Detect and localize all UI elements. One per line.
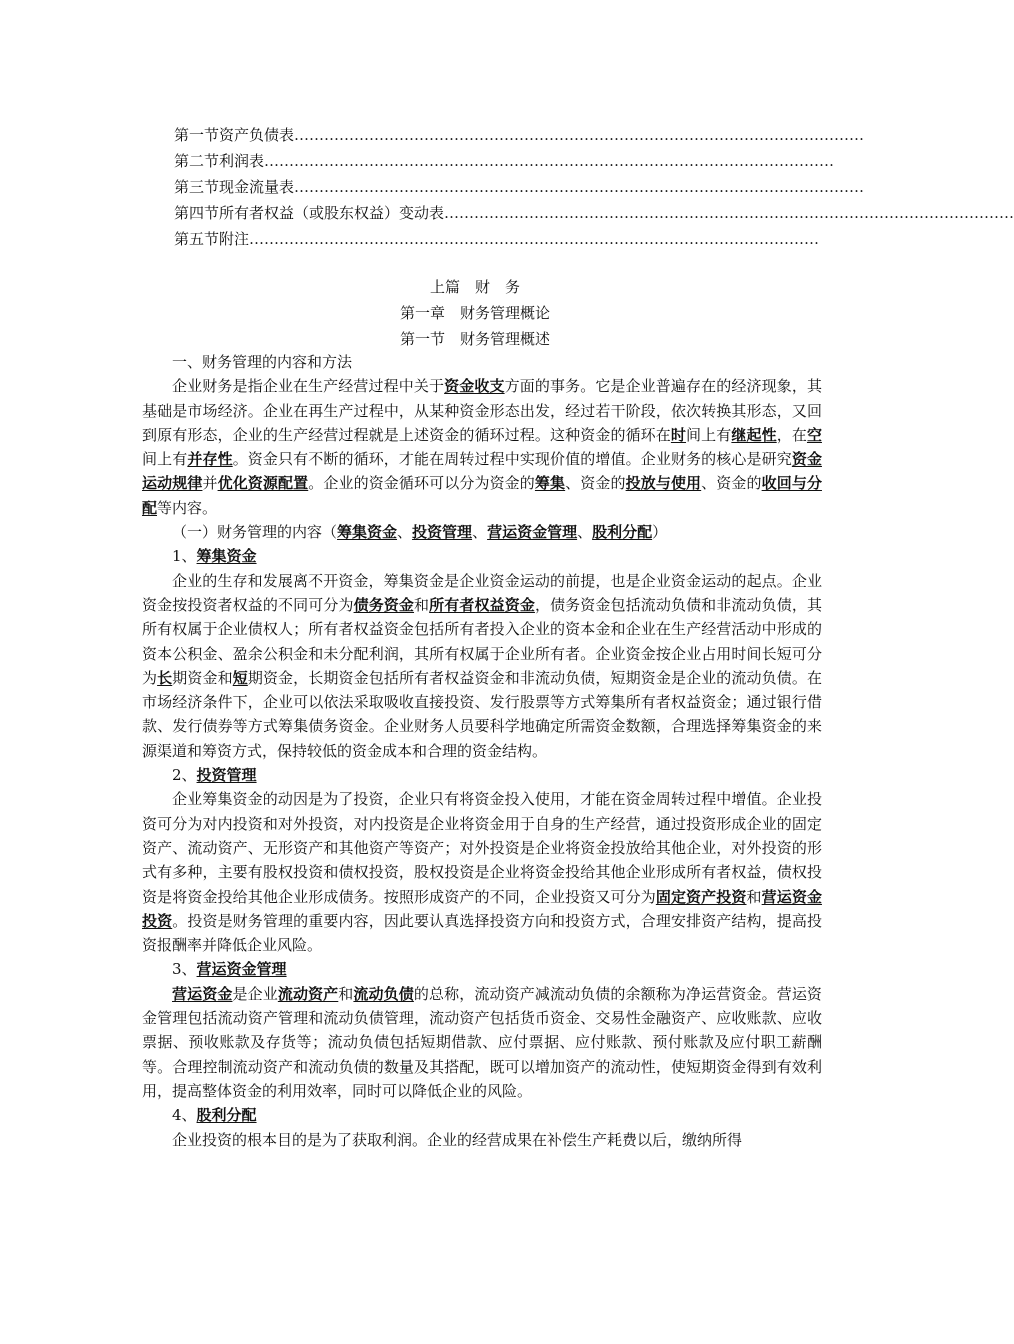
toc-section-number: 第三节 bbox=[174, 178, 220, 196]
item-heading: 4、股利分配 bbox=[172, 1106, 257, 1125]
paragraph: 企业投资的根本目的是为了获取利润。企业的经营成果在补偿生产耗费以后，缴纳所得 bbox=[172, 1130, 743, 1149]
toc-section-number: 第四节 bbox=[174, 204, 220, 222]
key-term: 空 bbox=[806, 425, 822, 444]
toc-section-title: 现金流量表 bbox=[219, 178, 295, 196]
paragraph: 企业的生存和发展离不开资金，筹集资金是企业资金运动的前提，也是企业资金运动的起点。企业资金按投资者权益的不同可分为债务资金和所有者权益资金，债务资金包括流动负债和非流动负债，其所有权属于企业债权人；所有者权益资金包括所有者投入企业的资本金和企业在生产经营活动中形成的资本公积金、盈余公积金和未分配利润，其所有权属于企业所有者。企业资金按企业占用时间长短可分为长期资金和短期资金，长期资金包括所有者权益资金和非流动负债，短期资金是企业的流动负债。在市场经济条件下，企业可以依法采取吸收直接投资、发行股票等方式筹集所有者权益资金；通过银行借款、发行债券等方式筹集债务资金。企业财务人员要科学地确定所需资金数额，合理选择筹集资金的来源渠道和筹资方式，保持较低的资金成本和合理的资金结构。 bbox=[142, 571, 822, 760]
toc-leader-dots: …………………………………………………………………………………………………… bbox=[294, 126, 865, 144]
item-heading: 3、营运资金管理 bbox=[172, 960, 287, 979]
toc-section-title: 利润表 bbox=[219, 152, 265, 170]
key-term: 投放与使用 bbox=[625, 474, 702, 493]
key-term: 资金运动规律 bbox=[142, 450, 822, 493]
chapter-title: 第一章 财务管理概论 bbox=[399, 304, 550, 322]
key-term: 并存性 bbox=[187, 450, 233, 469]
body-text bbox=[142, 350, 822, 1152]
toc-row bbox=[174, 176, 865, 202]
toc-row bbox=[174, 228, 820, 254]
item-heading: 2、投资管理 bbox=[172, 766, 257, 785]
key-term: 时 bbox=[670, 425, 687, 444]
key-term: 资金收支 bbox=[444, 377, 505, 396]
item-heading: 1、筹集资金 bbox=[172, 547, 257, 566]
key-term: 优化资源配置 bbox=[217, 474, 309, 493]
part-title: 上篇 财 务 bbox=[429, 278, 520, 296]
toc-row bbox=[174, 124, 865, 150]
key-term: 继起性 bbox=[731, 425, 777, 444]
sub-heading: （一）财务管理的内容（筹集资金、投资管理、营运资金管理、股利分配） bbox=[172, 523, 668, 542]
key-term: 收回与分配 bbox=[142, 474, 822, 517]
paragraph: 企业筹集资金的动因是为了投资，企业只有将资金投入使用，才能在资金周转过程中增值。企业投资可分为对内投资和对外投资，对内投资是企业将资金用于自身的生产经营，通过投资形成企业的固定资产、流动资产、无形资产和其他资产等资产；对外投资是企业将资金投放给其他企业，对外投资的形式有多种，主要有股权投资和债权投资，股权投资是企业将资金投给其他企业形成所有者权益，债权投资是将资金投给其他企业形成债务。按照形成资产的不同，企业投资又可分为固定资产投资和营运资金投资。投资是财务管理的重要内容，因此要认真选择投资方向和投资方式，合理安排资产结构，提高投资报酬率并降低企业风险。 bbox=[142, 790, 822, 955]
toc-section-number: 第五节 bbox=[174, 230, 220, 248]
toc-section-title: 附注 bbox=[219, 230, 250, 248]
key-term: 筹集 bbox=[534, 474, 566, 493]
toc-row bbox=[174, 150, 835, 176]
heading-level-1: 一、财务管理的内容和方法 bbox=[172, 353, 353, 371]
toc-section-number: 第二节 bbox=[174, 152, 220, 170]
toc-leader-dots: …………………………………………………………………………………………………… bbox=[444, 204, 1014, 222]
toc-leader-dots: …………………………………………………………………………………………………… bbox=[294, 178, 865, 196]
paragraph: 营运资金是企业流动资产和流动负债的总称，流动资产减流动负债的余额称为净运营资金。营运资金管理包括流动资产管理和流动负债管理，流动资产包括货币资金、交易性金融资产、应收账款、应收票据、预收账款及存货等；流动负债包括短期借款、应付票据、应付账款、预付账款及应付职工薪酬等。合理控制流动资产和流动负债的数量及其搭配，既可以增加资产的流动性，使短期资金得到有效利用，提高整体资金的利用效率，同时可以降低企业的风险。 bbox=[142, 984, 822, 1100]
toc-leader-dots: …………………………………………………………………………………………………… bbox=[249, 230, 820, 248]
table-of-contents bbox=[174, 124, 1014, 254]
toc-row bbox=[174, 202, 1014, 228]
toc-section-title: 资产负债表 bbox=[219, 126, 295, 144]
toc-section-number: 第一节 bbox=[174, 126, 220, 144]
toc-leader-dots: …………………………………………………………………………………………………… bbox=[264, 152, 835, 170]
paragraph: 企业财务是指企业在生产经营过程中关于资金收支方面的事务。它是企业普遍存在的经济现象，其基础是市场经济。企业在再生产过程中，从某种资金形态出发，经过若干阶段，依次转换其形态，又回到原有形态，企业的生产经营过程就是上述资金的循环过程。这种资金的循环在时间上有继起性，在空间上有并存性。资金只有不断的循环，才能在周转过程中实现价值的增值。企业财务的核心是研究资金运动规律并优化资源配置。企业的资金循环可以分为资金的筹集、资金的投放与使用、资金的收回与分配等内容。 bbox=[142, 377, 822, 517]
toc-section-title: 所有者权益（或股东权益）变动表 bbox=[219, 204, 445, 222]
section-title: 第一节 财务管理概述 bbox=[399, 330, 550, 348]
